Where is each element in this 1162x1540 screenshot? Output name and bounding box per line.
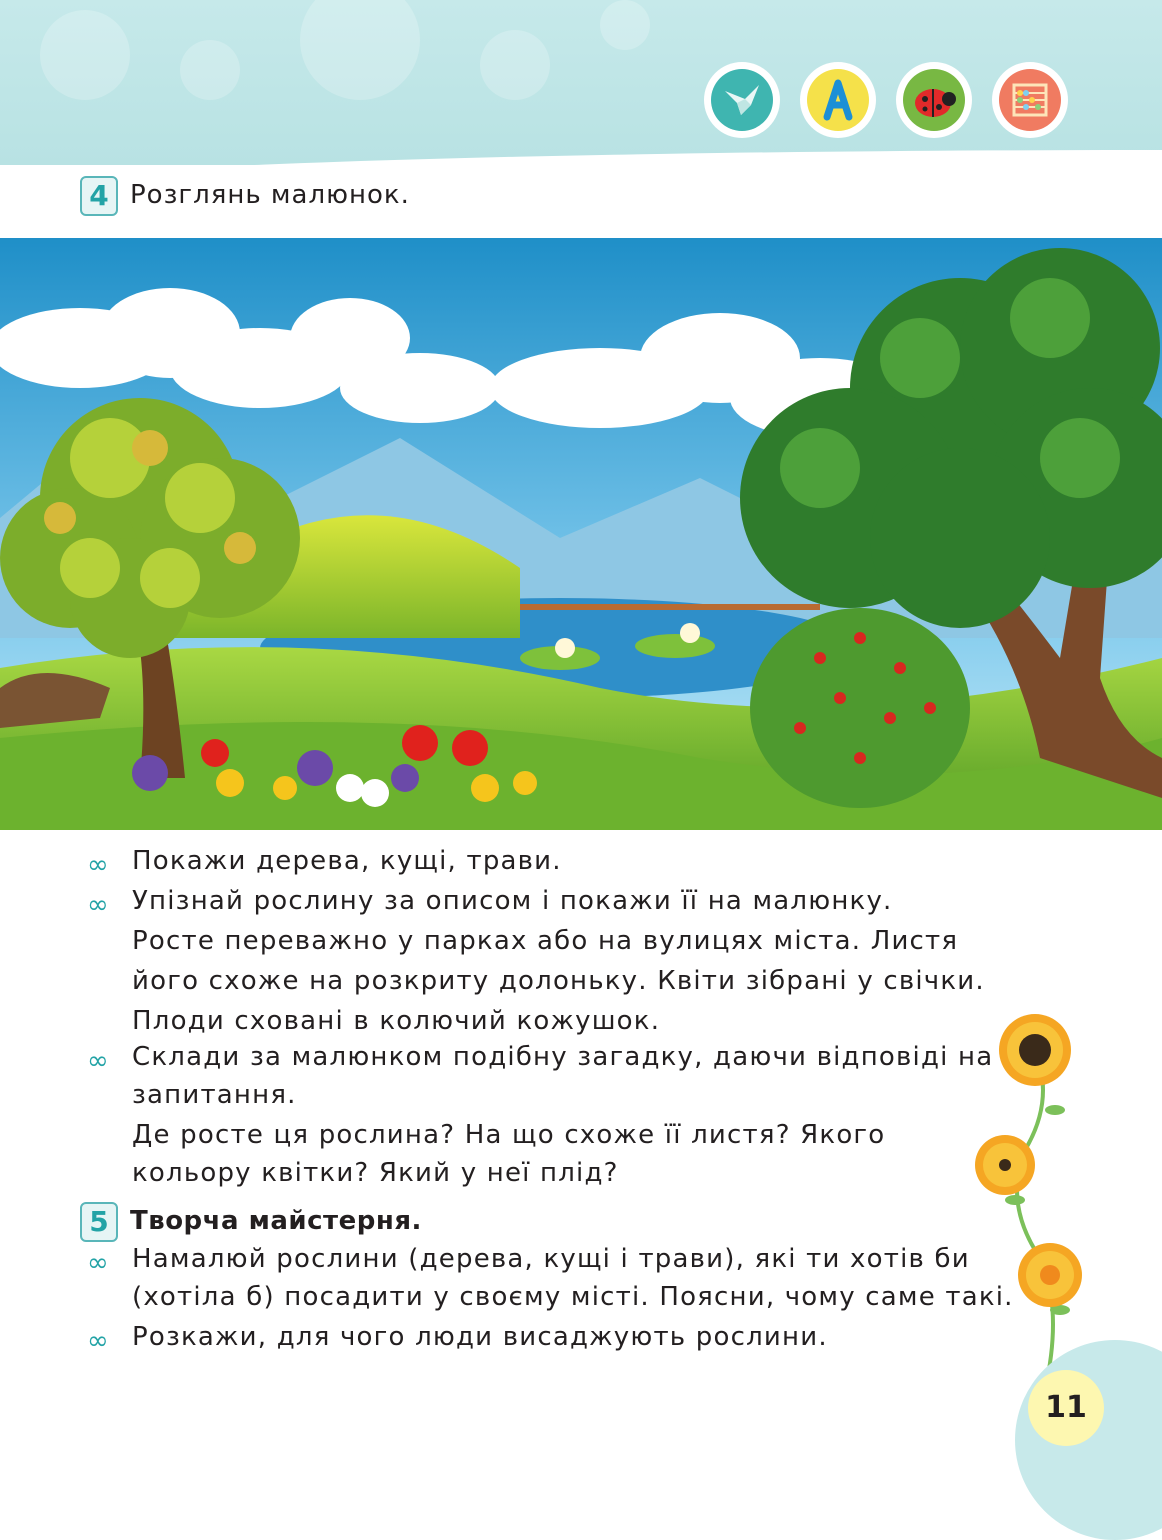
decor-bubble — [180, 40, 240, 100]
nature-illustration — [0, 238, 1162, 830]
sunflower-decoration-icon — [975, 1010, 1095, 1390]
decor-bubble — [600, 0, 650, 50]
bullet-icon: ∞ — [87, 1046, 109, 1076]
bullet-text: Розкажи, для чого люди висаджують рослини. — [132, 1322, 828, 1352]
decor-bubble — [300, 0, 420, 100]
section-icons — [700, 62, 1080, 152]
bullet-text: кольору квітки? Який у неї плід? — [132, 1158, 619, 1188]
bullet-text: його схоже на розкриту долоньку. Квіти зібрані у свічки. — [132, 966, 985, 996]
bullet-text: Склади за малюнком подібну загадку, даючи відповіді на — [132, 1042, 994, 1072]
bullet-text: Плоди сховані в колючий кожушок. — [132, 1006, 661, 1036]
decor-bubble — [40, 10, 130, 100]
task-title: Розглянь малюнок. — [130, 180, 410, 210]
abacus-icon — [992, 62, 1068, 138]
bullet-icon: ∞ — [87, 1326, 109, 1356]
bullet-text: Росте переважно у парках або на вулицях міста. Листя — [132, 926, 959, 956]
bullet-icon: ∞ — [87, 850, 109, 880]
task-number: 4 — [80, 176, 118, 216]
ladybug-icon — [896, 62, 972, 138]
task-number: 5 — [80, 1202, 118, 1242]
bullet-text: запитання. — [132, 1080, 297, 1110]
bullet-text: Намалюй рослини (дерева, кущі і трави), які ти хотів би — [132, 1244, 970, 1274]
bullet-text: (хотіла б) посадити у своєму місті. Поясни, чому саме такі. — [132, 1282, 1014, 1312]
bullet-icon: ∞ — [87, 890, 109, 920]
origami-bird-icon — [704, 62, 780, 138]
bullet-text: Упізнай рослину за описом і покажи її на малюнку. — [132, 886, 893, 916]
bullet-icon: ∞ — [87, 1248, 109, 1278]
bullet-text: Де росте ця рослина? На що схоже її листя? Якого — [132, 1120, 886, 1150]
decor-bubble — [480, 30, 550, 100]
bullet-text: Покажи дерева, кущі, трави. — [132, 846, 562, 876]
page-number: 11 — [1028, 1370, 1104, 1446]
letter-a-icon — [800, 62, 876, 138]
task-title: Творча майстерня. — [130, 1206, 422, 1236]
